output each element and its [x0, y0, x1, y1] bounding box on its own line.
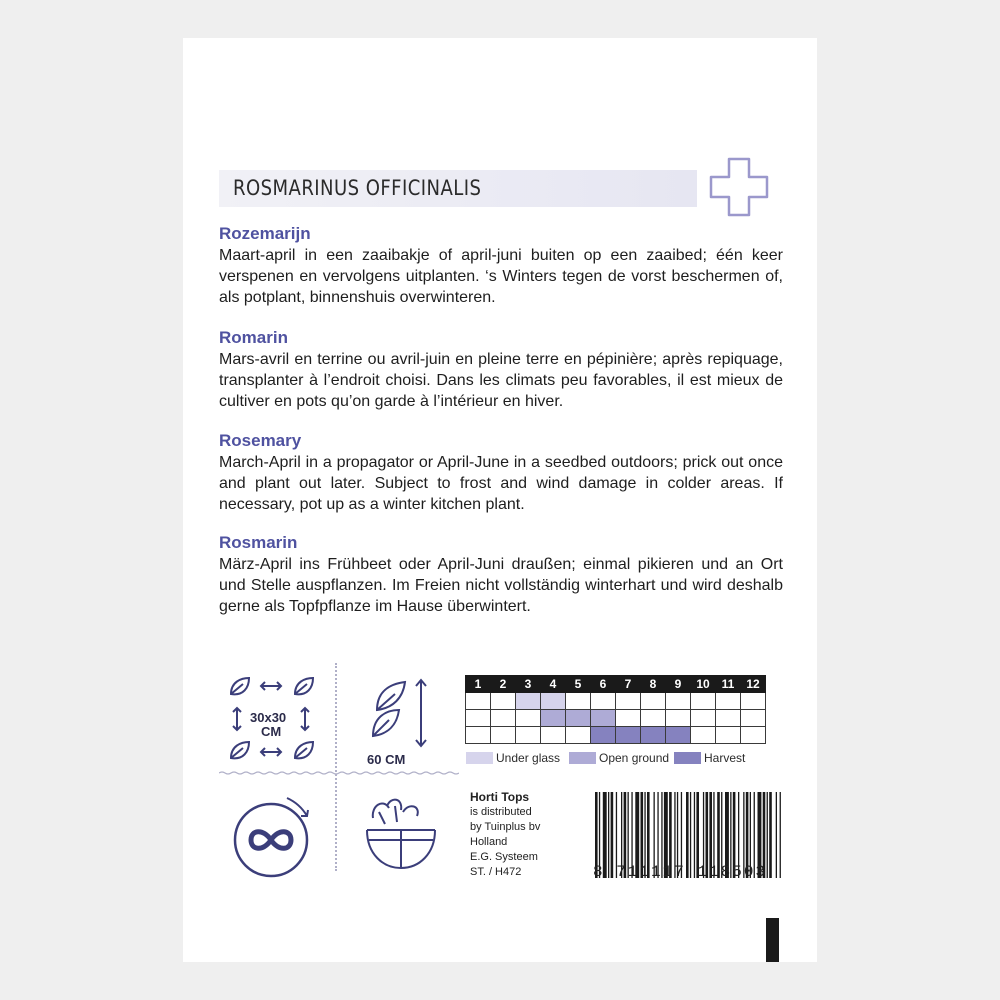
calendar-cell — [566, 727, 591, 744]
registration-mark — [766, 918, 779, 962]
calendar-cell — [716, 727, 741, 744]
section-body: März-April ins Frühbeet oder April-Juni draußen; einmal pikieren und an Ort und Stelle auspflanzen. Im Freien nicht vollständig winterhart und wird deshalb gerne als Topfpflanze im Hause überwintert. — [219, 556, 783, 615]
legend-swatch-harvest — [674, 752, 701, 764]
section-french — [219, 328, 783, 412]
spacing-label: 30x30 — [250, 710, 287, 725]
herb-cross-icon — [707, 155, 771, 219]
calendar-cell — [591, 693, 616, 710]
legend-under-glass — [466, 751, 560, 765]
distributor-line: by Tuinplus bv — [470, 821, 541, 833]
icon-divider-vertical — [335, 663, 337, 871]
sowing-calendar — [465, 675, 766, 744]
legend-swatch-open-ground — [569, 752, 596, 764]
calendar-month-header: 12 — [741, 676, 766, 693]
calendar-cell — [741, 710, 766, 727]
calendar-month-header: 2 — [491, 676, 516, 693]
section-english — [219, 431, 783, 515]
distributor-line: ST. / H472 — [470, 866, 522, 878]
calendar-cell — [566, 710, 591, 727]
legend-label: Under glass — [496, 751, 561, 765]
legend-open-ground — [569, 751, 669, 765]
height-label: 60 CM — [367, 752, 406, 767]
calendar-cell — [516, 727, 541, 744]
calendar-cell — [541, 727, 566, 744]
calendar-month-header: 4 — [541, 676, 566, 693]
calendar-cell — [591, 727, 616, 744]
distributor-line: E.G. Systeem — [470, 851, 538, 863]
calendar-cell — [616, 727, 641, 744]
icon-divider-wavy — [219, 771, 459, 775]
distributor-line: is distributed — [470, 806, 532, 818]
calendar-row-harvest — [466, 727, 766, 744]
calendar-month-header: 6 — [591, 676, 616, 693]
calendar-cell — [591, 710, 616, 727]
calendar-month-header: 3 — [516, 676, 541, 693]
calendar-cell — [666, 727, 691, 744]
calendar-cell — [741, 727, 766, 744]
seed-packet-back — [183, 38, 817, 962]
section-heading: Romarin — [219, 328, 288, 347]
calendar-cell — [691, 693, 716, 710]
section-body: March-April in a propagator or April-June in a seedbed outdoors; prick out once and plant out later. Subject to frost and wind damage in colder areas. If necessary, pot up as a winter kitchen plant. — [219, 454, 783, 513]
barcode-digits: 8 711117 118503 — [593, 863, 768, 881]
calendar-row-under-glass — [466, 693, 766, 710]
calendar-cell — [541, 693, 566, 710]
calendar-month-header: 8 — [641, 676, 666, 693]
calendar-month-header: 11 — [716, 676, 741, 693]
distributor-brand: Horti Tops — [470, 790, 530, 804]
plant-height-icon — [359, 674, 449, 754]
calendar-cell — [616, 693, 641, 710]
calendar-month-header: 9 — [666, 676, 691, 693]
calendar-cell — [466, 710, 491, 727]
perennial-infinity-icon — [227, 790, 319, 882]
calendar-cell — [716, 710, 741, 727]
section-german — [219, 533, 783, 617]
calendar-cell — [566, 693, 591, 710]
section-heading: Rozemarijn — [219, 224, 311, 243]
distributor-info — [470, 790, 540, 880]
barcode-bar — [769, 792, 772, 878]
calendar-month-header: 7 — [616, 676, 641, 693]
calendar-cell — [516, 710, 541, 727]
botanical-name: ROSMARINUS OFFICINALIS — [233, 176, 482, 200]
calendar-month-header: 5 — [566, 676, 591, 693]
barcode-bar — [780, 792, 781, 878]
calendar-cell — [741, 693, 766, 710]
calendar-cell — [666, 693, 691, 710]
distributor-line: Holland — [470, 836, 508, 848]
calendar-cell — [491, 693, 516, 710]
legend-label: Open ground — [599, 751, 670, 765]
section-body: Mars-avril en terrine ou avril-juin en pleine terre en pépinière; après repiquage, transplanter à l’endroit choisi. Dans les climats peu favorables, il est mieux de cultiver en pots qu’on garde à l’intérieur en hiver. — [219, 351, 783, 410]
calendar-cell — [491, 727, 516, 744]
section-dutch — [219, 224, 783, 308]
calendar-month-header: 10 — [691, 676, 716, 693]
section-body: Maart-april in een zaaibakje of april-juni buiten op een zaaibed; één keer verspenen en vervolgens uitplanten. ‘s Winters tegen de vorst beschermen of, als potplant, binnenshuis overwinteren. — [219, 247, 783, 306]
legend-swatch-under-glass — [466, 752, 493, 764]
calendar-cell — [691, 727, 716, 744]
calendar-cell — [491, 710, 516, 727]
calendar-cell — [466, 727, 491, 744]
calendar-cell — [516, 693, 541, 710]
spacing-unit-label: CM — [261, 724, 282, 739]
legend-label: Harvest — [704, 751, 746, 765]
calendar-cell — [541, 710, 566, 727]
kitchen-bowl-icon — [359, 794, 449, 876]
calendar-cell — [691, 710, 716, 727]
calendar-cell — [641, 727, 666, 744]
calendar-cell — [466, 693, 491, 710]
legend-harvest — [674, 751, 745, 765]
barcode-bar — [776, 792, 777, 878]
calendar-cell — [616, 710, 641, 727]
calendar-month-header: 1 — [466, 676, 491, 693]
section-heading: Rosmarin — [219, 533, 298, 552]
calendar-cell — [716, 693, 741, 710]
calendar-cell — [666, 710, 691, 727]
calendar-row-open-ground — [466, 710, 766, 727]
section-heading: Rosemary — [219, 431, 302, 450]
calendar-cell — [641, 693, 666, 710]
calendar-cell — [641, 710, 666, 727]
